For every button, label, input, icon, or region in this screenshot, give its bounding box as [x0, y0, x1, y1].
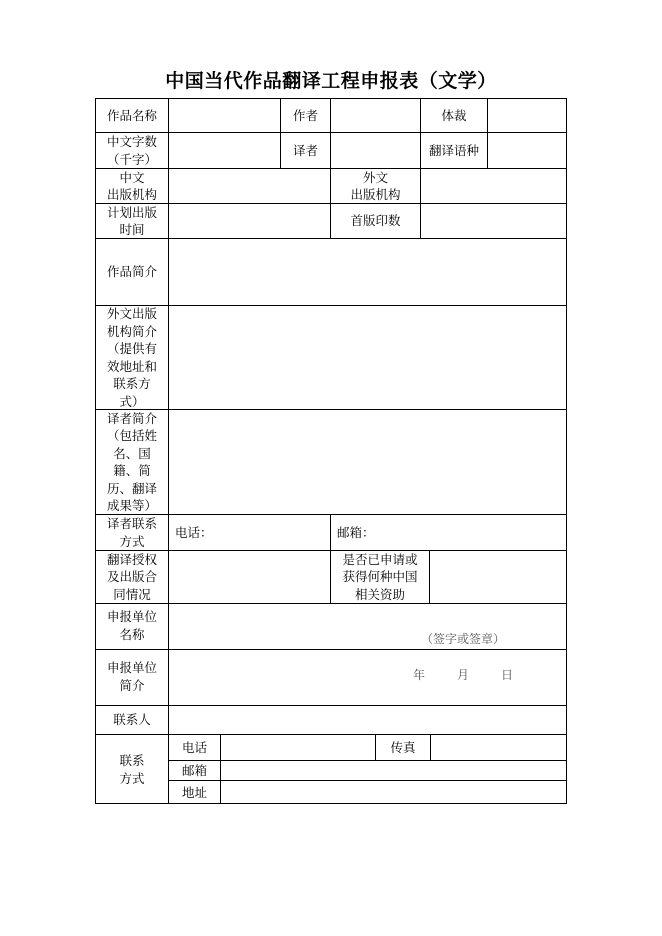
email-label: 邮箱：	[337, 524, 375, 540]
label-first-print: 首版印数	[330, 203, 420, 238]
field-first-print[interactable]	[420, 203, 567, 238]
label-phone: 电话	[168, 734, 220, 760]
label-foreign-publisher-intro: 外文出版 机构简介 （提供有 效地址和 联系方 式）	[95, 305, 168, 409]
field-address[interactable]	[220, 780, 567, 804]
field-translator-email[interactable]	[330, 514, 567, 550]
label-work-name: 作品名称	[95, 98, 168, 132]
field-foreign-publisher[interactable]	[420, 168, 567, 203]
phone-label: 电话：	[175, 524, 213, 540]
label-word-count: 中文字数 （千字）	[95, 132, 168, 168]
field-translator-phone[interactable]	[168, 514, 330, 550]
field-work-intro[interactable]	[168, 238, 567, 305]
field-email[interactable]	[220, 760, 567, 780]
field-cn-publisher[interactable]	[168, 168, 330, 203]
year-label: 年	[412, 668, 425, 682]
field-phone[interactable]	[220, 734, 375, 760]
field-fax[interactable]	[430, 734, 567, 760]
label-applicant-name: 申报单位 名称	[95, 603, 168, 649]
field-license[interactable]	[168, 550, 330, 603]
label-funding: 是否已申请或 获得何种中国 相关资助	[330, 550, 429, 603]
field-planned-date[interactable]	[168, 203, 330, 238]
label-foreign-publisher: 外文 出版机构	[330, 168, 420, 203]
label-genre: 体裁	[420, 98, 487, 132]
field-work-name[interactable]	[168, 98, 280, 132]
label-target-language: 翻译语种	[420, 132, 487, 168]
field-translator-intro[interactable]	[168, 409, 567, 514]
day-label: 日	[500, 668, 513, 682]
label-applicant-intro: 申报单位 简介	[95, 649, 168, 705]
field-translator[interactable]	[330, 132, 420, 168]
label-contact-person: 联系人	[95, 705, 168, 734]
field-target-language[interactable]	[487, 132, 567, 168]
label-work-intro: 作品简介	[95, 238, 168, 305]
field-contact-person[interactable]	[168, 705, 567, 734]
field-applicant-name[interactable]	[168, 603, 567, 682]
month-label: 月	[456, 668, 469, 682]
label-author: 作者	[280, 98, 330, 132]
field-word-count[interactable]	[168, 132, 280, 168]
label-fax: 传真	[375, 734, 430, 760]
field-foreign-publisher-intro[interactable]	[168, 305, 567, 409]
label-address: 地址	[168, 780, 220, 804]
field-funding[interactable]	[429, 550, 567, 603]
label-translator-contact: 译者联系 方式	[95, 514, 168, 550]
page-title: 中国当代作品翻译工程申报表（文学）	[165, 70, 497, 92]
label-translator: 译者	[280, 132, 330, 168]
label-license: 翻译授权 及出版合 同情况	[95, 550, 168, 603]
field-applicant-intro[interactable]	[168, 649, 567, 705]
label-translator-intro: 译者简介 （包括姓 名、国 籍、简 历、翻译 成果等）	[95, 409, 168, 514]
field-author[interactable]	[330, 98, 420, 132]
field-genre[interactable]	[487, 98, 567, 132]
sign-note: （签字或签章）	[420, 632, 505, 646]
label-contact-method: 联系 方式	[95, 734, 168, 804]
label-email: 邮箱	[168, 760, 220, 780]
label-cn-publisher: 中文 出版机构	[95, 168, 168, 203]
label-planned-date: 计划出版 时间	[95, 203, 168, 238]
